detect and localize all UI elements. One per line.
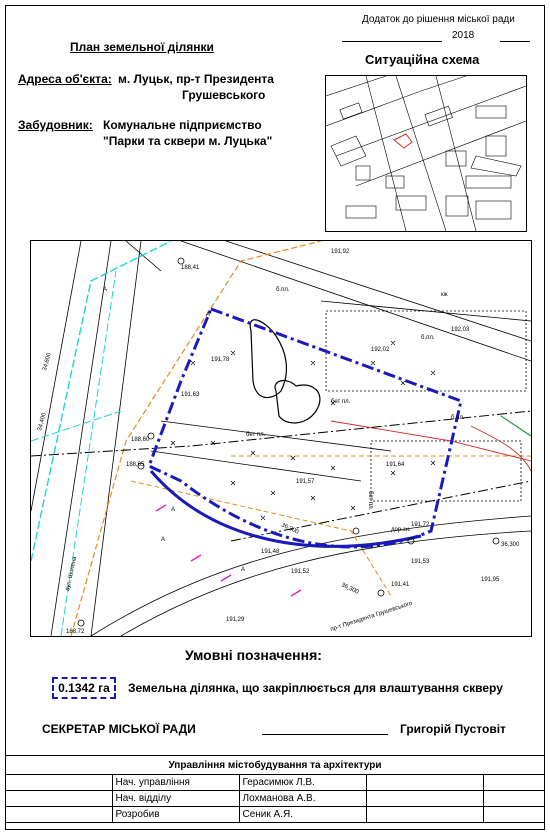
appendix-stamp <box>340 6 540 44</box>
signature-table <box>5 755 545 823</box>
map-text: бет пл. <box>246 432 266 438</box>
role-cell: Нач. управління <box>112 775 239 791</box>
role-cell: Нач. відділу <box>112 791 239 807</box>
name-cell: Сеник А.Я. <box>239 807 366 823</box>
contour-label: 34,600 <box>42 352 53 372</box>
height-label: 191,63 <box>181 392 200 398</box>
height-label: 191,78 <box>211 357 230 363</box>
address-label: Адреса об'єкта: <box>18 72 112 86</box>
situation-map-graphic <box>326 76 526 231</box>
map-text: кж <box>441 292 448 298</box>
table-row <box>6 807 545 823</box>
height-label: 191,92 <box>331 249 350 255</box>
situation-scheme <box>325 75 527 232</box>
map-text: А <box>161 537 166 543</box>
height-label: 188,72 <box>66 629 85 635</box>
height-label: 191,72 <box>411 522 430 528</box>
situation-title: Ситуаційна схема <box>365 52 480 67</box>
height-label: 191,41 <box>391 582 410 588</box>
height-label: 188,60 <box>131 437 150 443</box>
name-cell: Герасимюк Л.В. <box>239 775 366 791</box>
map-text: б.пл. <box>421 335 435 341</box>
height-label: 191,48 <box>261 549 280 555</box>
address-value-2: Грушевського <box>182 88 266 102</box>
name-cell: Лохманова А.В. <box>239 791 366 807</box>
street-label: вул. Шопена <box>65 556 79 592</box>
map-text: А <box>206 312 211 318</box>
map-text: А <box>103 287 108 293</box>
height-label: 188,41 <box>181 265 200 271</box>
map-text: бет пл. <box>331 399 351 405</box>
contour-label: 36,300 <box>340 582 360 596</box>
appendix-line1: Додаток до рішення міської ради <box>362 14 515 25</box>
map-text: б.пл. <box>451 415 465 421</box>
map-text: А <box>241 567 246 573</box>
height-label: 191,52 <box>291 569 310 575</box>
topographic-map-graphic <box>31 241 531 636</box>
plot-area-symbol: 0.1342 га <box>52 677 116 699</box>
appendix-underline-2 <box>500 41 530 42</box>
height-label: 188,65 <box>126 462 145 468</box>
developer-value-2: "Парки та сквери м. Луцька" <box>103 134 273 148</box>
developer-label: Забудовник: <box>18 118 93 132</box>
department-name: Управління містобудування та архітектури <box>6 756 545 775</box>
table-row <box>6 791 545 807</box>
map-text: А <box>171 507 176 513</box>
appendix-underline-1 <box>342 41 442 42</box>
developer-value-1: Комунальне підприємство <box>103 118 262 132</box>
contour-label: 36,300 <box>501 542 520 548</box>
map-text: дор.зн. <box>391 527 411 533</box>
map-text: б.пл. <box>276 287 290 293</box>
plan-title: План земельної ділянки <box>70 40 214 54</box>
secretary-title: СЕКРЕТАР МІСЬКОЇ РАДИ <box>42 722 196 736</box>
role-cell: Розробив <box>112 807 239 823</box>
table-row <box>6 775 545 791</box>
appendix-year: 2018 <box>452 30 475 41</box>
contour-label: 36,300 <box>280 522 300 536</box>
height-label: 192,03 <box>451 327 470 333</box>
address-value-1: м. Луцьк, пр-т Президента <box>118 72 274 86</box>
legend-text: Земельна ділянка, що закріплюється для влаштування скверу <box>128 681 503 695</box>
height-label: 191,29 <box>226 617 245 623</box>
height-label: 191,64 <box>386 462 405 468</box>
signature-line <box>262 734 388 735</box>
height-label: 191,53 <box>411 559 430 565</box>
contour-label: 34,400 <box>37 412 48 432</box>
legend-title: Умовні позначення: <box>185 647 322 663</box>
secretary-name: Григорій Пустовіт <box>400 722 506 736</box>
height-label: 192,02 <box>371 347 390 353</box>
topographic-map <box>30 240 532 637</box>
street-label: пр-т Президента Грушевського <box>329 600 414 633</box>
height-label: 191,95 <box>481 577 500 583</box>
height-label: 191,57 <box>296 479 315 485</box>
map-text: бет пл. <box>367 491 373 511</box>
